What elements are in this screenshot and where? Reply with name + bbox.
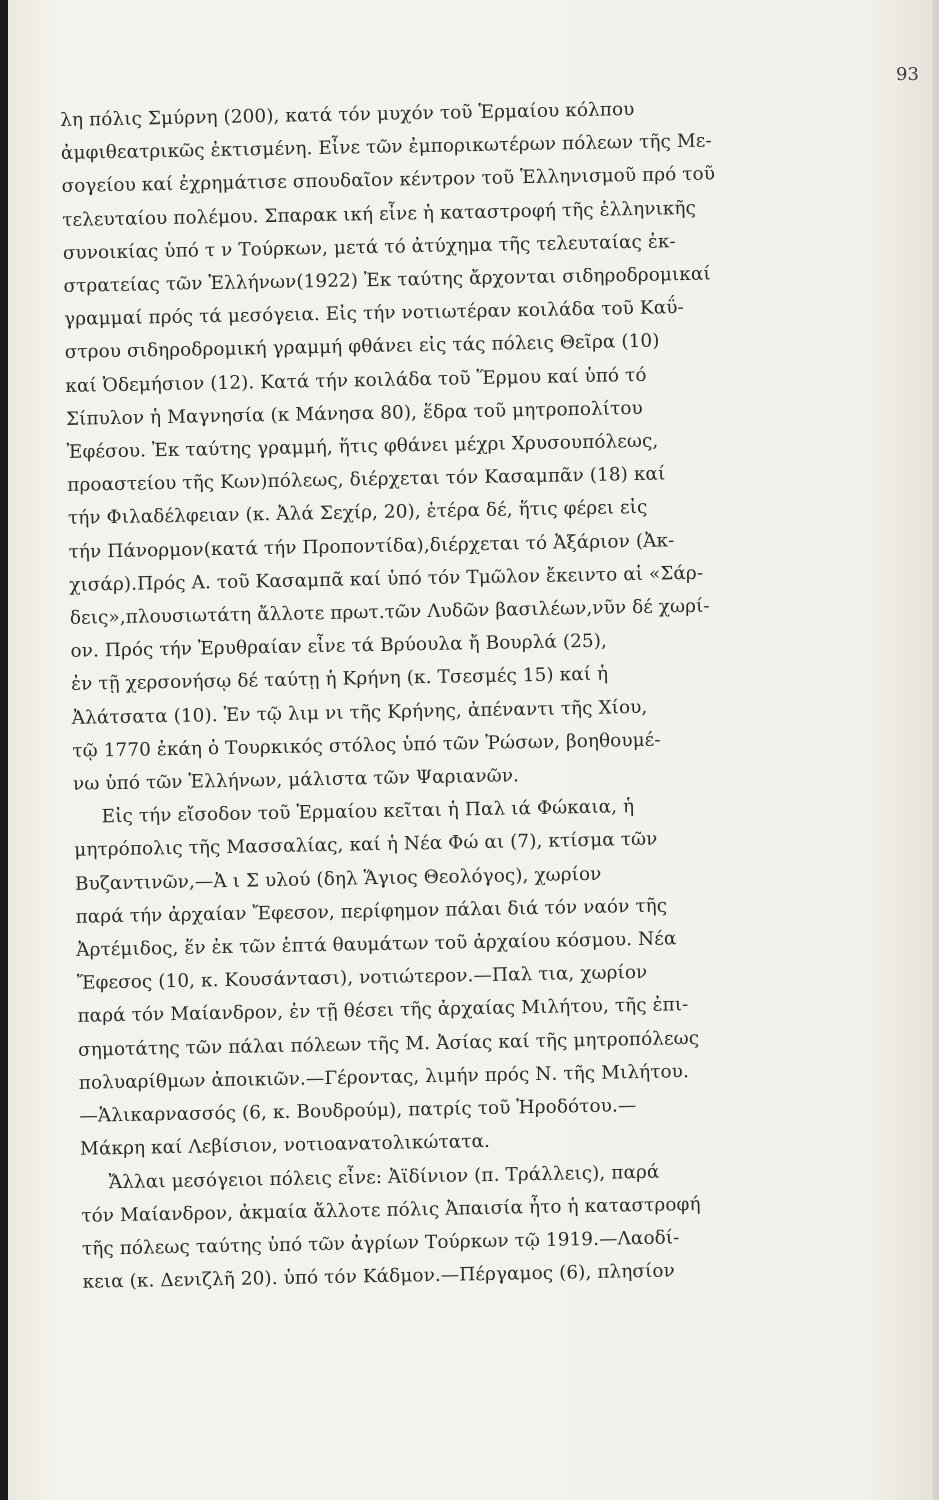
text-line: προαστείου τῆς Κων)πόλεως, διέρχεται τόν Κασαμπᾶν (18) καί (67, 463, 666, 497)
body-text (60, 90, 813, 1299)
page-number: 93 (896, 64, 919, 85)
text-line: Εἰς τήν εἴσοδον τοῦ Ἑρμαίου κεῖται ἡ Παλ ιά Φώκαια, ἡ (101, 796, 635, 828)
text-line: σημοτάτης τῶν πάλαι πόλεων τῆς Μ. Ἀσίας καί τῆς μητροπόλεως (77, 1027, 700, 1061)
text-line: στρου σιδηροδρομική γραμμή φθάνει εἰς τάς πόλεις Θεῖρα (10) (64, 330, 660, 364)
text-line: νω ὑπό τῶν Ἑλλήνων, μάλιστα τῶν Ψαριανῶν. (72, 765, 520, 795)
text-line: ἐν τῇ χερσονήσῳ δέ ταύτῃ ἡ Κρήνη (κ. Τσεσμές 15) καί ἡ (70, 664, 609, 696)
text-line: γραμμαί πρός τά μεσόγεια. Εἰς τήν νοτιωτέραν κοιλάδα τοῦ Καΰ- (63, 297, 685, 331)
text-line: παρά τόν Μαίανδρον, ἐν τῇ θέσει τῆς ἀρχαίας Μιλήτου, τῆς ἐπι- (77, 994, 689, 1028)
text-line: ἀμφιθεατρικῶς ἐκτισμένη. Εἶνε τῶν ἐμπορικωτέρων πόλεων τῆς Με- (60, 130, 712, 165)
text-line: πολυαρίθμων ἀποικιῶν.—Γέροντας, λιμήν πρός Ν. τῆς Μιλήτου. (78, 1060, 690, 1094)
text-line: —Ἁλικαρνασσός (6, κ. Βουδρούμ), πατρίς τοῦ Ἡροδότου.— (79, 1095, 637, 1127)
binding-gutter (0, 0, 8, 1500)
text-line: δεις»,πλουσιωτάτη ἄλλοτε πρωτ.τῶν Λυδῶν βασιλέων,νῦν δέ χωρί- (69, 595, 710, 629)
text-line: τῆς πόλεως ταύτης ὑπό τῶν ἀγρίων Τούρκων τῷ 1919.—Λαοδί- (81, 1227, 680, 1260)
text-line: καί Ὀδεμήσιον (12). Κατά τήν κοιλάδα τοῦ Ἕρμου καί ὑπό τό (65, 364, 647, 397)
text-line: σογείου καί ἐχρημάτισε σπουδαῖον κέντρον τοῦ Ἑλληνισμοῦ πρό τοῦ (61, 163, 716, 198)
text-line: λη πόλις Σμύρνη (200), κατά τόν μυχόν τοῦ Ἑρμαίου κόλπου (60, 98, 635, 131)
text-line: Βυζαντινῶν,—Ἀ ι Σ υλού (δηλ Ἅγιος Θεολόγος), χωρίον (74, 863, 602, 895)
text-line: στρατείας τῶν Ἑλλήνων(1922) Ἐκ ταύτης ἄρχονται σιδηροδρομικαί (63, 263, 711, 297)
text-line: Ἔφεσος (10, κ. Κουσάντασι), νοτιώτερον.—Παλ τια, χωρίον (76, 962, 648, 995)
text-line: τῷ 1770 ἐκάη ὁ Τουρκικός στόλος ὑπό τῶν Ῥώσων, βοηθουμέ- (72, 729, 661, 762)
text-line: τήν Φιλαδέλφειαν (κ. Ἀλά Σεχίρ, 20), ἑτέρα δέ, ἥτις φέρει εἰς (67, 497, 648, 530)
text-line: Μάκρη καί Λεβίσιον, νοτιοανατολικώτατα. (79, 1131, 491, 1161)
page-edge (933, 0, 939, 1500)
text-line: μητρόπολις τῆς Μασσαλίας, καί ἡ Νέα Φώ αι (7), κτίσμα τῶν (74, 829, 658, 862)
text-line: Ἄλλαι μεσόγειοι πόλεις εἶνε: Ἀϊδίνιον (π. Τράλλεις), παρά (108, 1161, 660, 1193)
text-line: Ἐφέσου. Ἐκ ταύτης γραμμή, ἥτις φθάνει μέχρι Χρυσουπόλεως, (66, 430, 659, 463)
text-line: Σίπυλον ἡ Μαγνησία (κ Μάνησα 80), ἕδρα τοῦ μητροπολίτου (65, 397, 644, 430)
text-line: τόν Μαίανδρον, ἀκμαία ἄλλοτε πόλις Ἀπαισία ἦτο ἡ καταστροφή (81, 1193, 701, 1227)
text-line: κεια (κ. Δενιζλῆ 20). ὑπό τόν Κάδμον.—Πέργαμος (6), πλησίον (82, 1260, 676, 1293)
text-line: ον. Πρός τήν Ἐρυθραίαν εἶνε τά Βρύουλα ἤ Βουρλά (25), (70, 630, 608, 663)
text-line: χισάρ).Πρός Α. τοῦ Κασαμπᾶ καί ὑπό τόν Τμῶλον ἔκειντο αἱ «Σάρ- (69, 562, 704, 596)
text-line: Ἀλάτσατα (10). Ἐν τῷ λιμ νι τῆς Κρήνης, ἀπέναντι τῆς Χίου, (71, 696, 648, 729)
text-line: τελευταίου πολέμου. Σπαρακ ική εἶνε ἡ καταστροφή τῆς ἑλληνικῆς (62, 197, 697, 231)
text-line: παρά τήν ἀρχαίαν Ἔφεσον, περίφημον πάλαι διά τόν ναόν τῆς (75, 895, 668, 928)
text-line: τήν Πάνορμον(κατά τήν Προποντίδα),διέρχεται τό Ἀξάριον (Ἀκ- (68, 529, 675, 563)
text-line: Ἀρτέμιδος, ἕν ἐκ τῶν ἑπτά θαυμάτων τοῦ ἀρχαίου κόσμου. Νέα (76, 928, 677, 961)
text-line: συνοικίας ὑπό τ ν Τούρκων, μετά τό ἀτύχημα τῆς τελευταίας ἐκ- (62, 231, 676, 264)
